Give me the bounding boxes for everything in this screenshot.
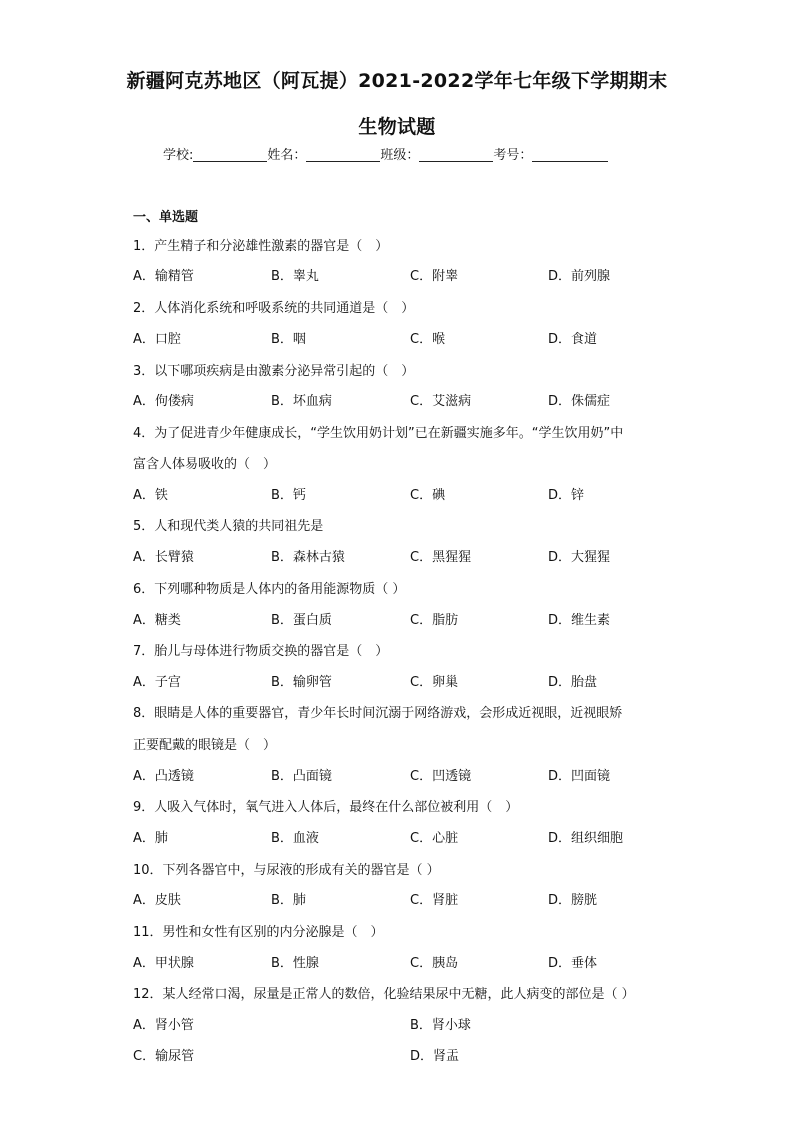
option-b[interactable]: B．森林古猿 [271,550,345,565]
question-2-options [133,328,693,348]
option-d[interactable]: D．大猩猩 [548,550,611,565]
option-d[interactable]: D．食道 [548,332,598,347]
question-1-options [133,265,693,285]
question-6-options [133,609,693,629]
class-blank[interactable] [419,147,493,162]
question-12-options-row2 [133,1045,693,1065]
section-heading: 一、单选题 [133,210,199,225]
question-5-stem: 5．人和现代类人猿的共同祖先是 [133,519,324,534]
question-4-options [133,484,693,504]
option-d[interactable]: D．侏儒症 [548,394,611,409]
option-a[interactable]: A．凸透镜 [133,769,194,784]
option-a[interactable]: A．输精管 [133,269,194,284]
exam-title-line2: 生物试题 [358,116,436,138]
option-a[interactable]: A．糖类 [133,613,181,628]
option-c[interactable]: C．艾滋病 [410,394,472,409]
option-b[interactable]: B．坏血病 [271,394,332,409]
option-b[interactable]: B．血液 [271,831,319,846]
number-blank[interactable] [532,147,608,162]
question-4-stem: 4．为了促进青少年健康成长，“学生饮用奶计划”已在新疆实施多年。“学生饮用奶”中 [133,426,624,441]
question-7-options [133,671,693,691]
option-b[interactable]: B．睾丸 [271,269,319,284]
option-d[interactable]: D．胎盘 [548,675,598,690]
option-c[interactable]: C．输尿管 [133,1049,195,1064]
student-info-row [163,144,608,163]
option-c[interactable]: C．卵巢 [410,675,459,690]
question-11-options [133,952,693,972]
question-2-stem: 2．人体消化系统和呼吸系统的共同通道是（ ） [133,301,415,316]
question-1-stem: 1．产生精子和分泌雄性激素的器官是（ ） [133,239,389,254]
question-12-stem: 12．某人经常口渴，尿量是正常人的数倍，化验结果尿中无糖，此人病变的部位是（ ） [133,987,635,1002]
option-c[interactable]: C．黑猩猩 [410,550,472,565]
option-c[interactable]: C．凹透镜 [410,769,472,784]
option-a[interactable]: A．长臂猿 [133,550,194,565]
option-a[interactable]: A．铁 [133,488,168,503]
number-label: 考号： [493,148,533,163]
option-a[interactable]: A．子宫 [133,675,181,690]
option-b[interactable]: B．凸面镜 [271,769,332,784]
question-5-options [133,546,693,566]
question-8-stem-cont: 正要配戴的眼镜是（ ） [133,738,277,753]
question-3-stem: 3．以下哪项疾病是由激素分泌异常引起的（ ） [133,364,415,379]
question-9-options [133,827,693,847]
question-10-options [133,889,693,909]
question-8-options [133,765,693,785]
option-b[interactable]: B．蛋白质 [271,613,332,628]
option-a[interactable]: A．口腔 [133,332,181,347]
name-blank[interactable] [306,147,380,162]
option-a[interactable]: A．甲状腺 [133,956,194,971]
option-d[interactable]: D．组织细胞 [548,831,624,846]
question-6-stem: 6．下列哪种物质是人体内的备用能源物质（ ） [133,582,406,597]
question-9-stem: 9．人吸入气体时，氧气进入人体后，最终在什么部位被利用（ ） [133,800,519,815]
option-d[interactable]: D．膀胱 [548,893,598,908]
option-b[interactable]: B．肾小球 [410,1018,471,1033]
option-b[interactable]: B．性腺 [271,956,319,971]
option-c[interactable]: C．心脏 [410,831,459,846]
option-c[interactable]: C．附睾 [410,269,459,284]
option-d[interactable]: D．前列腺 [548,269,611,284]
question-11-stem: 11．男性和女性有区别的内分泌腺是（ ） [133,925,384,940]
school-blank[interactable] [193,147,267,162]
option-c[interactable]: C．胰岛 [410,956,459,971]
option-a[interactable]: A．佝偻病 [133,394,194,409]
class-label: 班级： [380,148,420,163]
option-d[interactable]: D．维生素 [548,613,611,628]
question-4-stem-cont: 富含人体易吸收的（ ） [133,457,277,472]
option-d[interactable]: D．肾盂 [410,1049,460,1064]
option-b[interactable]: B．咽 [271,332,306,347]
school-label: 学校: [163,148,194,163]
option-c[interactable]: C．肾脏 [410,893,459,908]
option-a[interactable]: A．皮肤 [133,893,181,908]
question-10-stem: 10．下列各器官中，与尿液的形成有关的器官是（ ） [133,863,440,878]
option-c[interactable]: C．碘 [410,488,446,503]
question-8-stem: 8．眼睛是人体的重要器官，青少年长时间沉溺于网络游戏，会形成近视眼，近视眼矫 [133,706,623,721]
option-d[interactable]: D．垂体 [548,956,598,971]
option-c[interactable]: C．脂肪 [410,613,459,628]
option-b[interactable]: B．钙 [271,488,306,503]
name-label: 姓名： [267,148,307,163]
option-a[interactable]: A．肺 [133,831,168,846]
option-d[interactable]: D．锌 [548,488,585,503]
option-d[interactable]: D．凹面镜 [548,769,611,784]
option-b[interactable]: B．肺 [271,893,306,908]
question-7-stem: 7．胎儿与母体进行物质交换的器官是（ ） [133,644,389,659]
question-12-options-row1 [133,1014,693,1034]
option-a[interactable]: A．肾小管 [133,1018,194,1033]
option-b[interactable]: B．输卵管 [271,675,332,690]
question-3-options [133,390,693,410]
exam-title-line1: 新疆阿克苏地区（阿瓦提）2021-2022学年七年级下学期期末 [126,70,668,92]
option-c[interactable]: C．喉 [410,332,446,347]
